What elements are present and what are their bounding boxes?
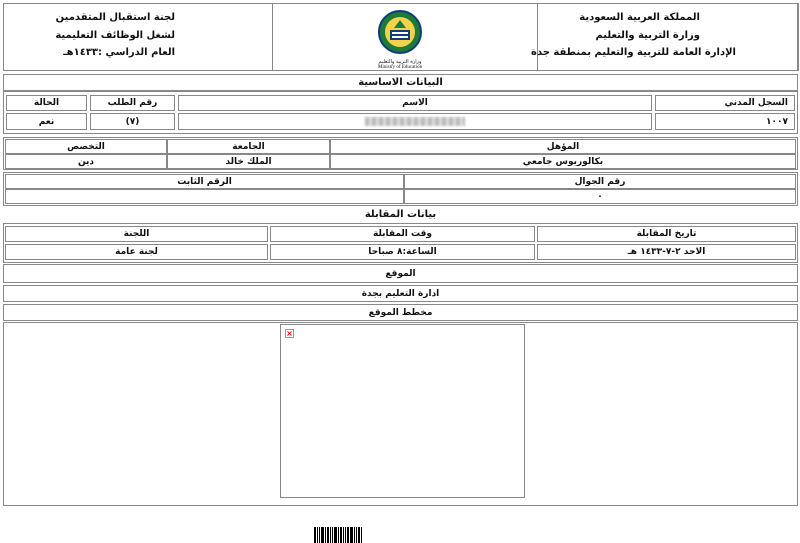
header-degree: المؤهل [330, 139, 796, 154]
header-civil-record: السجل المدني [655, 95, 795, 111]
value-landline [5, 189, 404, 204]
header-name: الاسم [178, 95, 652, 111]
map-title: مخطط الموقع [3, 304, 798, 321]
broken-image-icon: × [286, 329, 293, 338]
value-interview-time: الساعة:٨ صباحا [270, 244, 535, 260]
barcode-icon [314, 527, 364, 543]
header-interview-time: وقت المقابلة [270, 226, 535, 242]
name-redacted [365, 117, 465, 126]
header-university: الجامعة [167, 139, 330, 154]
value-mobile: ٠ [404, 189, 796, 204]
header-left-line-3: العام الدراسي :١٤٣٣هـ [63, 47, 175, 58]
basic-section-title: البيانات الاساسية [3, 74, 798, 91]
location-title: الموقع [3, 264, 798, 283]
value-degree: بكالوريوس جامعي [330, 154, 796, 169]
header-request-number: رقم الطلب [90, 95, 175, 111]
logo-caption-arabic: وزارة التربية والتعليم [378, 59, 422, 65]
header-mobile: رقم الجوال [404, 174, 796, 189]
value-interview-date: الاحد ٢-٧-١٤٣٣ هـ [537, 244, 796, 260]
value-civil-record: ١٠٠٧ [655, 113, 795, 130]
header-right-line-3: الإدارة العامة للتربية والتعليم بمنطقة جدة [531, 47, 736, 58]
header-left-line-2: لشغل الوظائف التعليمية [55, 30, 175, 41]
header-committee: اللجنة [5, 226, 268, 242]
value-request-number: (٧) [90, 113, 175, 130]
header-right-line-1: المملكة العربية السعودية [579, 12, 700, 23]
value-major: دين [5, 154, 167, 169]
ministry-logo [372, 8, 428, 68]
value-status: نعم [6, 113, 87, 130]
header-landline: الرقم الثابت [5, 174, 404, 189]
location-map-image [280, 324, 525, 498]
location-value: ادارة التعليم بجدة [3, 285, 798, 302]
value-name [178, 113, 652, 130]
value-university: الملك خالد [167, 154, 330, 169]
header-left-line-1: لجنة استقبال المتقدمين [55, 12, 175, 23]
header-right-line-2: وزارة التربية والتعليم [595, 30, 700, 41]
header-major: التخصص [5, 139, 167, 154]
header-status: الحالة [6, 95, 87, 111]
value-committee: لجنة عامة [5, 244, 268, 260]
ministry-emblem-icon [372, 8, 428, 56]
header-interview-date: تاريخ المقابلة [537, 226, 796, 242]
interview-section-title: بيانات المقابلة [364, 209, 437, 220]
logo-caption-english: Ministry of Education [377, 65, 423, 70]
